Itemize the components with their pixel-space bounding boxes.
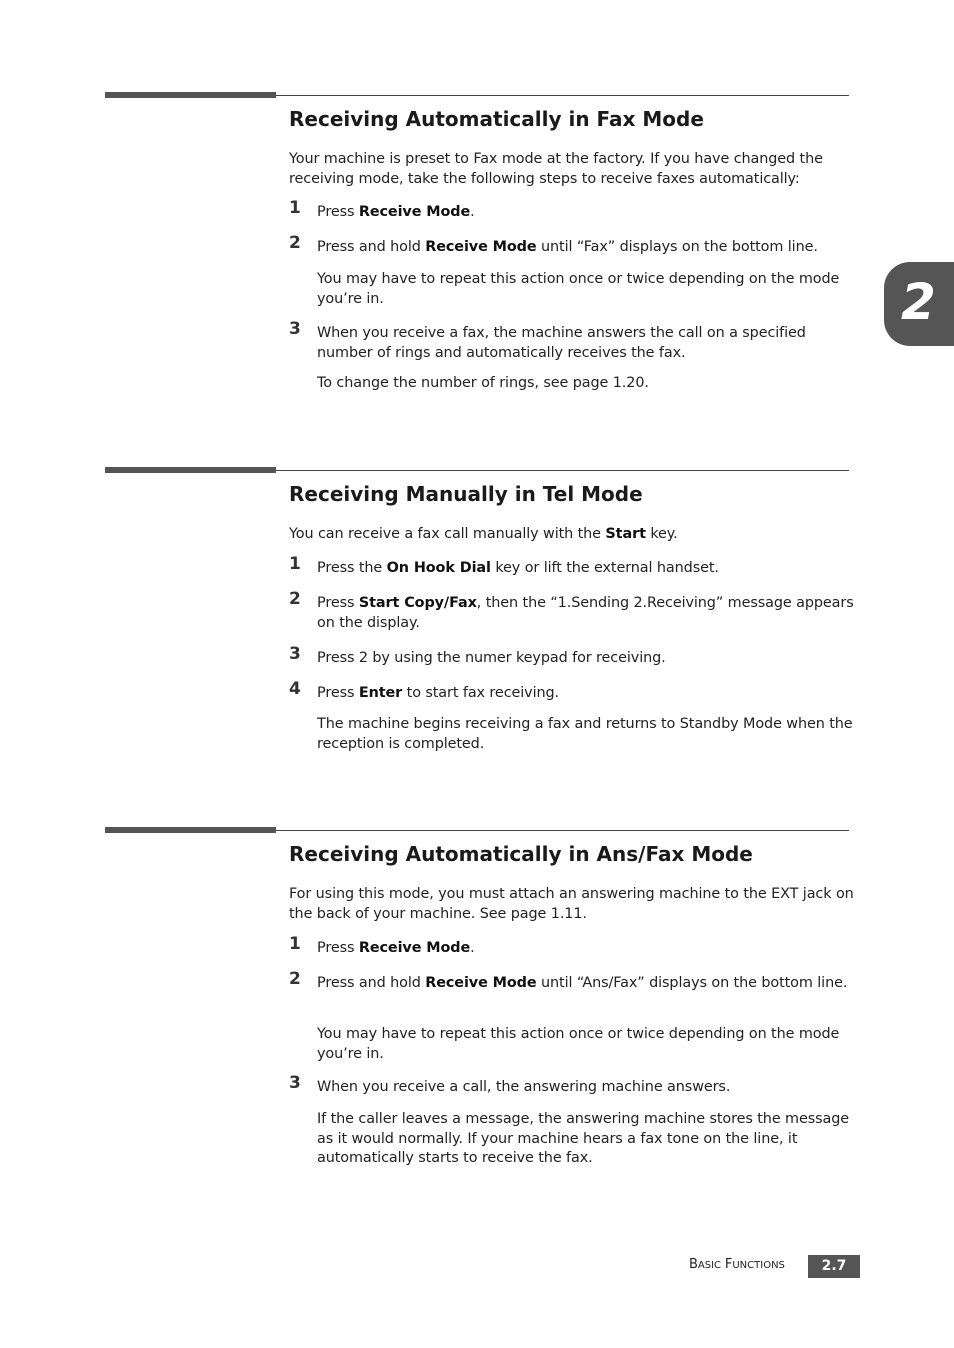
step-text-post: . [470, 940, 475, 956]
step-text-pre: Press [317, 204, 359, 220]
step-number: 3 [289, 1073, 301, 1093]
step-number: 4 [289, 679, 301, 699]
step-number: 2 [289, 589, 301, 609]
section-2-rule-thin [276, 470, 849, 471]
step-text-post: until “Fax” displays on the bottom line. [536, 239, 818, 255]
step-text [317, 594, 857, 633]
step-text-post: until “Ans/Fax” displays on the bottom line. [536, 975, 848, 991]
step-text [317, 559, 857, 579]
section-1-intro: Your machine is preset to Fax mode at the factory. If you have changed the receiving mode, take the following steps to receive faxes automatically: [289, 151, 823, 187]
section-1-title: Receiving Automatically in Fax Mode [289, 107, 704, 131]
step-number: 2 [289, 969, 301, 989]
step-text-pre: Press [317, 595, 359, 611]
section-2-intro [289, 525, 854, 545]
step-text [317, 203, 857, 223]
step-number: 1 [289, 934, 301, 954]
intro-text-pre: You can receive a fax call manually with the [289, 526, 606, 542]
step-text: Press 2 by using the numer keypad for receiving. [317, 650, 666, 666]
section-3-rule-thin [276, 830, 849, 831]
footer-section-label [689, 1257, 785, 1272]
footer-label-initial: F [724, 1257, 733, 1272]
footer-label-initial: B [689, 1257, 698, 1272]
step-text-pre: Press the [317, 560, 387, 576]
step-text-post: to start fax receiving. [402, 685, 559, 701]
step-key-name: Start Copy/Fax [358, 595, 477, 611]
step-text [317, 974, 857, 994]
section-1-note-1: You may have to repeat this action once or twice depending on the mode you’re in. [317, 271, 840, 307]
section-2-title: Receiving Manually in Tel Mode [289, 482, 643, 506]
step-text-pre: Press and hold [317, 239, 426, 255]
step-number: 1 [289, 554, 301, 574]
step-text [317, 684, 857, 704]
step-text-pre: Press [317, 685, 359, 701]
step-text-post: . [470, 204, 475, 220]
section-2-note-1: The machine begins receiving a fax and returns to Standby Mode when the reception is completed. [317, 716, 853, 752]
step-text [317, 939, 857, 959]
section-3-note-1: You may have to repeat this action once or twice depending on the mode you’re in. [317, 1026, 840, 1062]
step-number: 3 [289, 644, 301, 664]
step-text-pre: Press and hold [317, 975, 426, 991]
step-key-name: Receive Mode [358, 940, 471, 956]
step-text [317, 238, 857, 258]
step-key-name: Receive Mode [425, 239, 537, 255]
chapter-number: 2 [901, 273, 936, 331]
intro-text-post: key. [645, 526, 678, 542]
footer-label-rest: UNCTIONS [732, 1260, 785, 1271]
step-text-post: key or lift the external handset. [490, 560, 719, 576]
step-key-name: Enter [358, 685, 403, 701]
section-2-rule-thick [105, 467, 276, 473]
step-text: When you receive a call, the answering machine answers. [317, 1079, 731, 1095]
chapter-tab [884, 262, 954, 346]
step-number: 1 [289, 198, 301, 218]
step-number: 2 [289, 233, 301, 253]
step-text: When you receive a fax, the machine answers the call on a specified number of rings and automatically receives the fax. [317, 325, 806, 361]
step-key-name: Receive Mode [425, 975, 537, 991]
section-3-rule-thick [105, 827, 276, 833]
step-key-name: On Hook Dial [386, 560, 491, 576]
section-1-rule-thick [105, 92, 276, 98]
step-number: 3 [289, 319, 301, 339]
section-3-intro: For using this mode, you must attach an answering machine to the EXT jack on the back of your machine. See page 1.11. [289, 886, 854, 922]
step-text-post: , then the “1.Sending 2.Receiving” message appears on the display. [317, 595, 854, 631]
section-3-title: Receiving Automatically in Ans/Fax Mode [289, 842, 753, 866]
step-text-pre: Press [317, 940, 359, 956]
section-1-note-2: To change the number of rings, see page 1.20. [317, 375, 649, 391]
section-3-note-2: If the caller leaves a message, the answering machine stores the message as it would normally. If your machine hears a fax tone on the line, it automatically starts to receive the fax. [317, 1111, 850, 1166]
section-1-rule-thin [276, 95, 849, 96]
footer-label-rest: ASIC [697, 1260, 722, 1271]
intro-key-name: Start [605, 526, 646, 542]
step-key-name: Receive Mode [358, 204, 471, 220]
page-number: 2.7 [808, 1255, 860, 1278]
